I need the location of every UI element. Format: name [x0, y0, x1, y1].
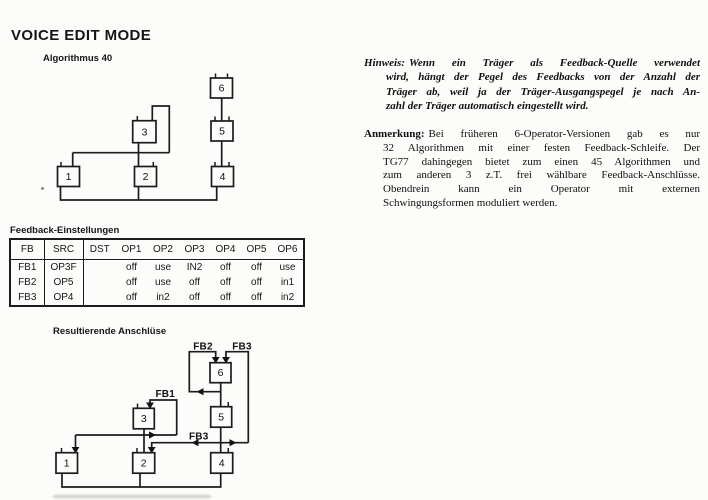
- column-header-src: SRC: [44, 239, 83, 260]
- scan-artifact: [53, 495, 211, 498]
- hinweis-note: [364, 56, 700, 114]
- algorithm-40-diagram: [40, 72, 252, 206]
- note-text: Wenn ein Träger als Feedback-Quelle verwendet: [408, 57, 700, 69]
- operator-label: 5: [218, 411, 225, 424]
- note-line: [364, 56, 700, 70]
- table-row-fb1: [10, 260, 304, 276]
- table-cell: FB3: [10, 290, 44, 306]
- table-cell: [83, 260, 116, 276]
- table-cell: in2: [280, 292, 295, 303]
- column-header-op2: OP2: [147, 239, 179, 260]
- anmerkung-label: Anmerkung:: [364, 128, 425, 140]
- table-row-fb2: [10, 275, 304, 290]
- note-line: TG77 dahingegen bietet zum einen 45 Algorithmen und: [383, 155, 700, 168]
- operator-label: 1: [65, 171, 72, 183]
- operator-label: 4: [218, 457, 225, 470]
- note-line: wird, hängt der Pegel des Feedbacks von der Anzahl der: [386, 71, 700, 84]
- feedback-settings-table: [9, 238, 305, 307]
- operator-label: 6: [218, 82, 225, 95]
- table-cell: off: [126, 292, 137, 303]
- result-diagram-title: Resultierende Anschlüse: [53, 326, 167, 337]
- table-cell: OP3F: [44, 260, 83, 276]
- table-cell: [83, 275, 116, 290]
- operator-label: 2: [140, 457, 147, 470]
- table-cell: OP4: [44, 290, 83, 306]
- table-cell: off: [126, 262, 137, 273]
- table-cell: off: [189, 292, 200, 303]
- table-cell: use: [154, 262, 172, 273]
- column-header-fb: FB: [10, 239, 44, 260]
- table-cell: use: [154, 277, 172, 288]
- column-header-op1: OP1: [116, 239, 147, 260]
- column-header-dst: DST: [83, 239, 116, 260]
- note-line: zahl der Träger automatisch eingestellt wird.: [386, 100, 589, 113]
- column-header-op6: OP6: [272, 239, 304, 260]
- fb1-direction-arrow: [149, 431, 156, 438]
- table-cell: off: [126, 277, 137, 288]
- table-cell: off: [220, 292, 231, 303]
- anmerkung-note: [364, 128, 700, 211]
- note-line: [364, 128, 700, 142]
- fb2-label: FB2: [193, 341, 213, 353]
- note-text: Bei früheren 6-Operator-Versionen gab es nur: [428, 128, 700, 140]
- fb3-mid-label: FB3: [189, 431, 209, 443]
- operator-label: 6: [217, 367, 224, 379]
- table-cell: off: [251, 277, 262, 288]
- table-header-row: [10, 239, 304, 260]
- note-line: Träger ab, weil ja der Träger-Ausgangspegel je nach An-: [386, 85, 700, 98]
- operator-label: 4: [219, 171, 226, 183]
- table-cell: off: [220, 262, 231, 273]
- operator-label: 3: [141, 126, 148, 139]
- scan-speck: [41, 187, 44, 190]
- page-title: VOICE EDIT MODE: [11, 27, 152, 44]
- operator-label: 3: [140, 413, 147, 425]
- fb3-top-label: FB3: [232, 341, 252, 353]
- note-line: Obendrein kann ein Operator mit externen: [383, 183, 700, 196]
- feedback-table-title: Feedback-Einstellungen: [10, 225, 120, 236]
- table-cell: use: [279, 262, 296, 273]
- algorithm-diagram-title: Algorithmus 40: [43, 53, 113, 64]
- output-bus-line: [62, 473, 221, 487]
- table-cell: off: [251, 292, 262, 303]
- operator-label: 1: [63, 457, 70, 470]
- fb2-direction-arrow: [197, 388, 204, 395]
- hinweis-label: Hinweis:: [364, 57, 405, 69]
- column-header-op4: OP4: [210, 239, 241, 260]
- column-header-op5: OP5: [241, 239, 272, 260]
- fb1-label: FB1: [155, 389, 175, 400]
- table-cell: in2: [156, 292, 170, 303]
- note-line: Schwingungsformen moduliert werden.: [383, 196, 558, 209]
- table-cell: FB1: [10, 260, 44, 276]
- table-cell: OP5: [44, 275, 83, 290]
- table-cell: off: [220, 277, 231, 288]
- note-line: 32 Algorithmen mit einer festen Feedback-Schleife. Der: [383, 141, 700, 154]
- table-cell: [83, 290, 116, 306]
- table-cell: off: [251, 262, 262, 273]
- table-row-fb3: [10, 290, 304, 306]
- operator-label: 5: [219, 125, 225, 138]
- resulting-connections-diagram: [45, 340, 260, 494]
- column-header-op3: OP3: [179, 239, 210, 260]
- table-cell: off: [189, 277, 200, 288]
- fb3-right-direction-arrow: [230, 439, 237, 446]
- table-cell: in1: [280, 277, 295, 288]
- operator-label: 2: [142, 171, 149, 183]
- table-cell: FB2: [10, 275, 44, 290]
- note-line: zum anderen 3 z.T. frei wählbare Feedback-Anschlüsse.: [383, 169, 700, 182]
- table-cell: IN2: [186, 262, 203, 273]
